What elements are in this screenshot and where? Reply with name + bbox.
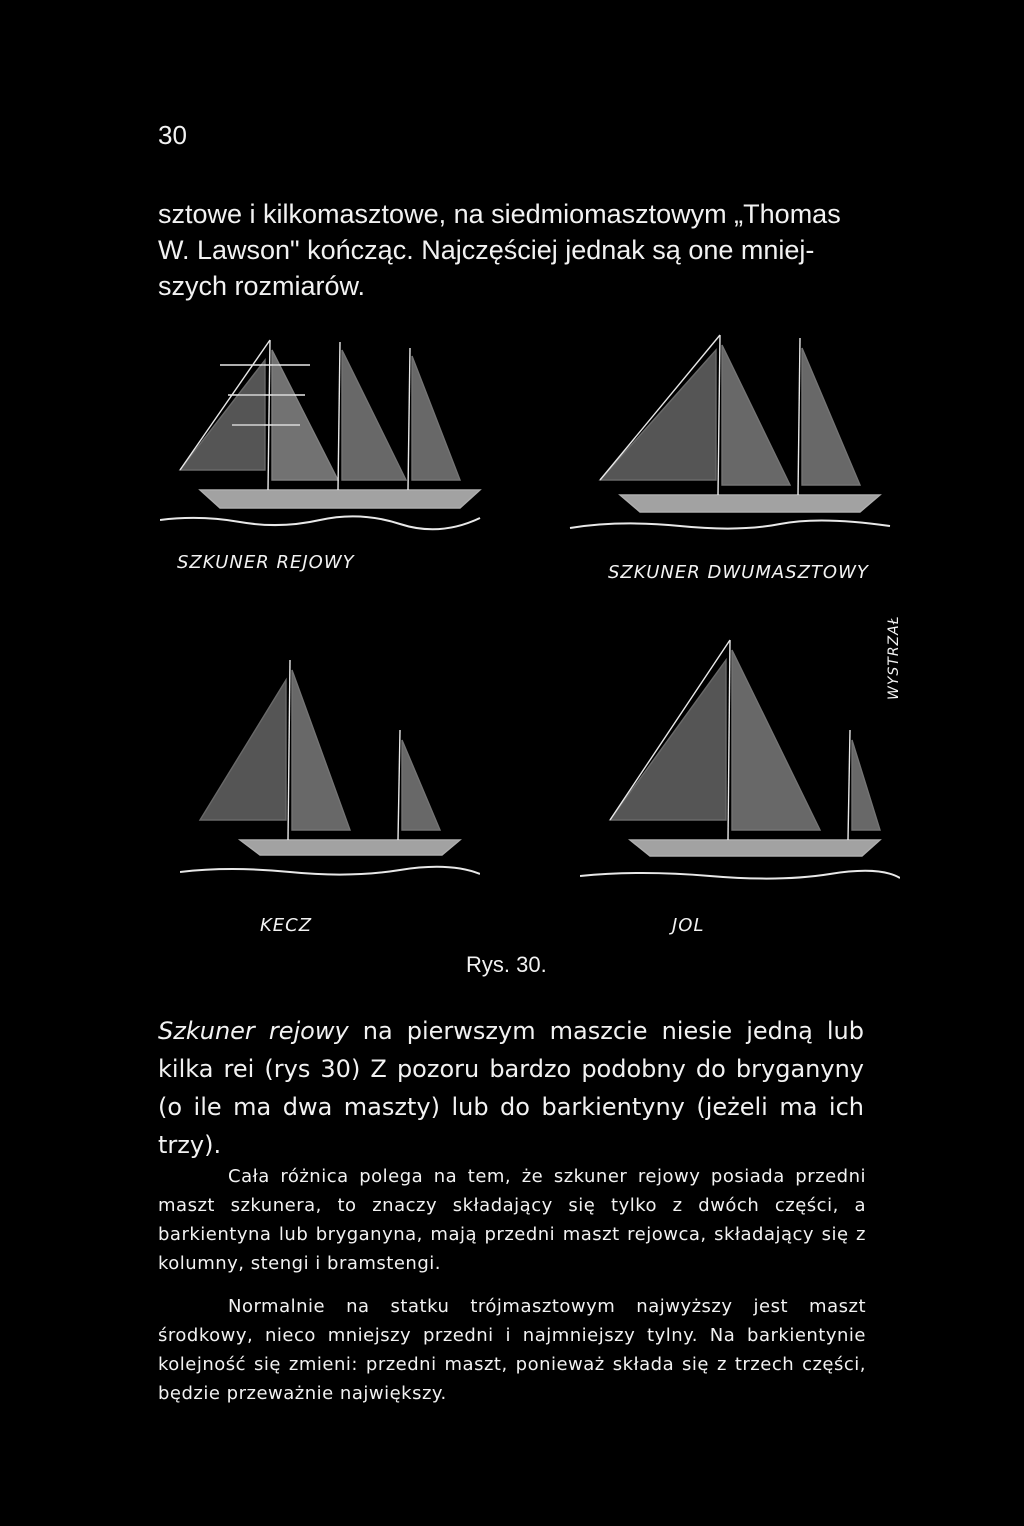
- paragraph-text: Cała różnica polega na tem, że szkuner rejowy posiada przedni maszt szkunera, to znaczy składający się tylko z dwóch części, a barkientyna lub bryganyna, mają przedni maszt rejowca, składający się z kolumny, stengi i bramstengi.: [158, 1166, 866, 1274]
- ship-illustration-szkuner-rejowy: [160, 320, 490, 550]
- ship-illustration-szkuner-dwumasztowy: [560, 320, 900, 550]
- paragraph-text: Normalnie na statku trójmasztowym najwyższy jest maszt środkowy, nieco mniejszy przedni i najmniejszy tylny. Na barkientynie kolejność się zmieni: przedni maszt, ponieważ składa się z trzech części, będzie przeważnie największy.: [158, 1296, 866, 1404]
- ship-illustration-kecz: [180, 640, 480, 900]
- intro-line: W. Lawson" kończąc. Najczęściej jednak są one mniej-: [158, 235, 815, 265]
- caption-jol: JOL: [672, 915, 705, 936]
- intro-line: sztowe i kilkomasztowe, na siedmiomasztowym „Thomas: [158, 199, 841, 229]
- paragraph-1: [158, 1012, 864, 1164]
- paragraph-3: [158, 1292, 866, 1408]
- caption-kecz: KECZ: [260, 915, 313, 936]
- caption-szkuner-rejowy: SZKUNER REJOWY: [177, 552, 355, 573]
- page-number: 30: [158, 120, 187, 150]
- paragraph-2: [158, 1162, 866, 1278]
- side-label: WYSTRZAŁ: [886, 615, 902, 700]
- caption-szkuner-dwumasztowy: SZKUNER DWUMASZTOWY: [608, 562, 869, 583]
- term: Szkuner rejowy: [158, 1017, 349, 1045]
- ship-illustration-jol: [580, 620, 900, 900]
- figure-label: Rys. 30.: [466, 952, 547, 977]
- paragraph-text: na pierwszym maszcie niesie jedną lub kilka rei (rys 30) Z pozoru bardzo podobny do bryganyny (o ile ma dwa maszty) lub do barkientyny (jeżeli ma ich trzy).: [158, 1017, 865, 1159]
- intro-text: [158, 196, 870, 304]
- intro-line: szych rozmiarów.: [158, 271, 366, 301]
